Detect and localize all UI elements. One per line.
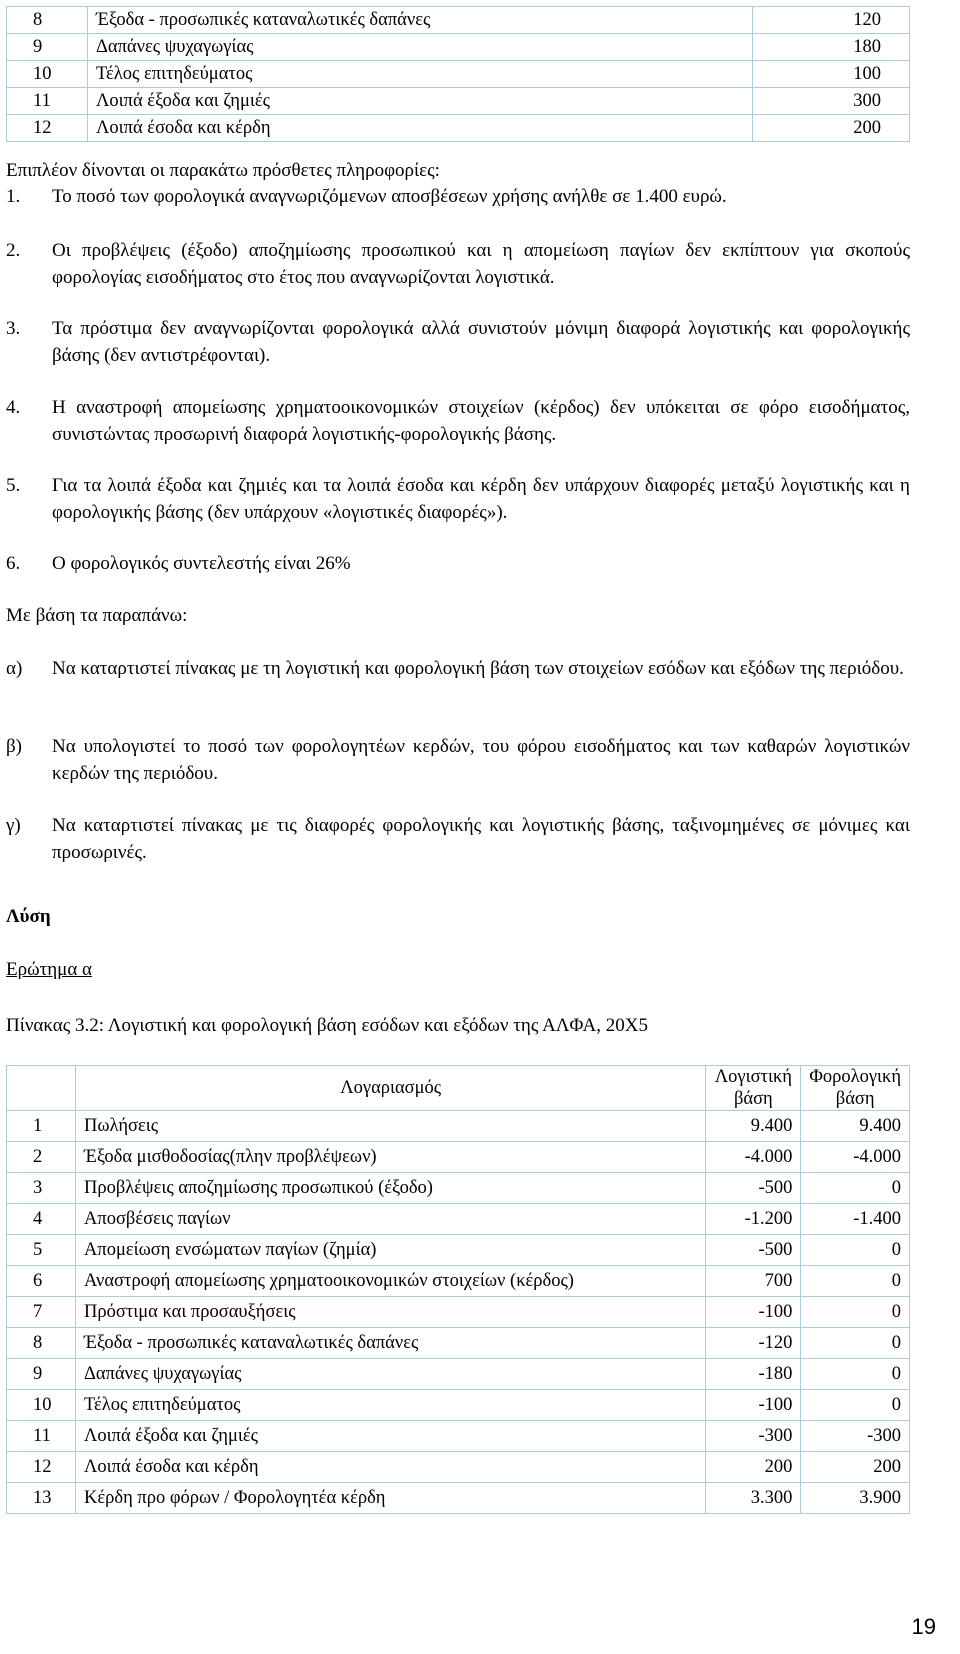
row-number: 10 — [7, 61, 88, 88]
item-marker: γ) — [6, 815, 21, 836]
table-row — [7, 1452, 910, 1483]
row-description: Προβλέψεις αποζημίωσης προσωπικού (έξοδο) — [76, 1173, 706, 1204]
table-row — [7, 1204, 910, 1235]
row-number: 3 — [7, 1173, 76, 1204]
row-description: Λοιπά έσοδα και κέρδη — [88, 115, 753, 142]
row-description: Έξοδα μισθοδοσίας(πλην προβλέψεων) — [76, 1142, 706, 1173]
table-row — [7, 1390, 910, 1421]
row-accounting-value: -300 — [706, 1421, 801, 1452]
row-description: Δαπάνες ψυχαγωγίας — [76, 1359, 706, 1390]
info-item — [6, 237, 910, 291]
table-row — [7, 1328, 910, 1359]
row-accounting-value: 3.300 — [706, 1483, 801, 1514]
table-header-row — [7, 1066, 910, 1111]
header-tax-line2: βάση — [835, 1089, 875, 1109]
accounting-tax-base-table — [6, 1065, 910, 1514]
row-value: 180 — [753, 34, 910, 61]
item-text: Να καταρτιστεί πίνακας με τη λογιστική και φορολογική βάση των στοιχείων εσόδων και εξόδων της περιόδου. — [52, 658, 904, 679]
header-index-cell — [7, 1066, 76, 1111]
row-accounting-value: 700 — [706, 1266, 801, 1297]
question-heading: Ερώτημα α — [6, 959, 93, 980]
row-description: Τέλος επιτηδεύματος — [88, 61, 753, 88]
table-caption: Πίνακας 3.2: Λογιστική και φορολογική βάση εσόδων και εξόδων της ΑΛΦΑ, 20Χ5 — [6, 1015, 648, 1036]
row-number: 8 — [7, 7, 88, 34]
page-number: 19 — [911, 1614, 936, 1639]
item-text: Η αναστροφή απομείωσης χρηματοοικονομικών στοιχείων (κέρδος) δεν υπόκειται σε φόρο εισοδήματος, συνιστώντας προσωρινή διαφορά λογιστικής-φορολογικής βάσης. — [52, 397, 910, 445]
question-item — [6, 655, 910, 682]
header-tax-line1: Φορολογική — [809, 1067, 901, 1087]
info-item — [6, 550, 910, 577]
row-tax-value: -4.000 — [801, 1142, 910, 1173]
table-row — [7, 61, 910, 88]
row-number: 8 — [7, 1328, 76, 1359]
row-number: 2 — [7, 1142, 76, 1173]
header-accounting-line2: βάση — [733, 1089, 773, 1109]
row-tax-value: 0 — [801, 1390, 910, 1421]
item-marker: β) — [6, 736, 22, 757]
row-tax-value: 200 — [801, 1452, 910, 1483]
table-row — [7, 1142, 910, 1173]
row-description: Αποσβέσεις παγίων — [76, 1204, 706, 1235]
table-row — [7, 1111, 910, 1142]
table-row — [7, 1297, 910, 1328]
intro-text: Επιπλέον δίνονται οι παρακάτω πρόσθετες πληροφορίες: — [6, 160, 440, 181]
info-item — [6, 472, 910, 526]
row-description: Δαπάνες ψυχαγωγίας — [88, 34, 753, 61]
item-marker: 1. — [6, 186, 21, 207]
row-accounting-value: -4.000 — [706, 1142, 801, 1173]
row-number: 9 — [7, 34, 88, 61]
item-marker: 3. — [6, 318, 21, 339]
table-row — [7, 34, 910, 61]
row-tax-value: -1.400 — [801, 1204, 910, 1235]
row-description: Έξοδα - προσωπικές καταναλωτικές δαπάνες — [76, 1328, 706, 1359]
row-tax-value: -300 — [801, 1421, 910, 1452]
row-number: 12 — [7, 115, 88, 142]
item-text: Να καταρτιστεί πίνακας με τις διαφορές φορολογικής και λογιστικής βάσης, ταξινομημένες σε μόνιμες και προσωρινές. — [52, 815, 910, 863]
item-marker: 6. — [6, 553, 21, 574]
item-text: Για τα λοιπά έξοδα και ζημιές και τα λοιπά έσοδα και κέρδη δεν υπάρχουν διαφορές μεταξύ λογιστικής και η φορολογικής βάσης (δεν υπάρχουν «λογιστικές διαφορές»). — [52, 475, 910, 523]
table-row — [7, 1421, 910, 1452]
item-marker: α) — [6, 658, 23, 679]
row-tax-value: 0 — [801, 1173, 910, 1204]
table-row — [7, 115, 910, 142]
row-tax-value: 0 — [801, 1328, 910, 1359]
row-number: 10 — [7, 1390, 76, 1421]
row-accounting-value: -120 — [706, 1328, 801, 1359]
item-marker: 4. — [6, 397, 21, 418]
row-value: 200 — [753, 115, 910, 142]
table-row — [7, 88, 910, 115]
row-description: Λοιπά έξοδα και ζημιές — [88, 88, 753, 115]
item-text: Οι προβλέψεις (έξοδο) αποζημίωσης προσωπικού και η απομείωση παγίων δεν εκπίπτουν για σκοπούς φορολογίας εισοδήματος στο έτος που αναγνωρίζονται λογιστικά. — [52, 240, 910, 288]
table-row — [7, 1266, 910, 1297]
row-value: 300 — [753, 88, 910, 115]
row-value: 120 — [753, 7, 910, 34]
row-accounting-value: 9.400 — [706, 1111, 801, 1142]
question-item — [6, 812, 910, 866]
row-number: 7 — [7, 1297, 76, 1328]
row-number: 13 — [7, 1483, 76, 1514]
info-item — [6, 315, 910, 369]
row-accounting-value: 200 — [706, 1452, 801, 1483]
table-row — [7, 1173, 910, 1204]
table-row — [7, 7, 910, 34]
header-accounting-base — [706, 1066, 801, 1111]
row-tax-value: 3.900 — [801, 1483, 910, 1514]
header-account: Λογαριασμός — [76, 1066, 706, 1111]
row-description: Απομείωση ενσώματων παγίων (ζημία) — [76, 1235, 706, 1266]
row-number: 1 — [7, 1111, 76, 1142]
row-description: Τέλος επιτηδεύματος — [76, 1390, 706, 1421]
row-description: Πρόστιμα και προσαυξήσεις — [76, 1297, 706, 1328]
info-item — [6, 183, 910, 210]
item-text: Το ποσό των φορολογικά αναγνωριζόμενων αποσβέσεων χρήσης ανήλθε σε 1.400 ευρώ. — [52, 186, 727, 207]
row-description: Πωλήσεις — [76, 1111, 706, 1142]
row-description: Λοιπά έξοδα και ζημιές — [76, 1421, 706, 1452]
item-marker: 2. — [6, 240, 21, 261]
row-tax-value: 9.400 — [801, 1111, 910, 1142]
row-number: 4 — [7, 1204, 76, 1235]
row-number: 9 — [7, 1359, 76, 1390]
item-text: Ο φορολογικός συντελεστής είναι 26% — [52, 553, 351, 574]
based-on-text: Με βάση τα παραπάνω: — [6, 605, 188, 626]
header-accounting-line1: Λογιστική — [714, 1067, 792, 1087]
row-accounting-value: -1.200 — [706, 1204, 801, 1235]
row-tax-value: 0 — [801, 1235, 910, 1266]
continuation-table — [6, 6, 910, 142]
row-accounting-value: -100 — [706, 1297, 801, 1328]
item-marker: 5. — [6, 475, 21, 496]
solution-heading: Λύση — [6, 906, 51, 927]
row-accounting-value: -180 — [706, 1359, 801, 1390]
table-row — [7, 1235, 910, 1266]
item-text: Τα πρόστιμα δεν αναγνωρίζονται φορολογικά αλλά συνιστούν μόνιμη διαφορά λογιστικής και φορολογικής βάσης (δεν αντιστρέφονται). — [52, 318, 910, 366]
row-number: 5 — [7, 1235, 76, 1266]
row-tax-value: 0 — [801, 1297, 910, 1328]
table-row — [7, 1359, 910, 1390]
row-description: Έξοδα - προσωπικές καταναλωτικές δαπάνες — [88, 7, 753, 34]
row-description: Κέρδη προ φόρων / Φορολογητέα κέρδη — [76, 1483, 706, 1514]
item-text: Να υπολογιστεί το ποσό των φορολογητέων κερδών, του φόρου εισοδήματος και των καθαρών λογιστικών κερδών της περιόδου. — [52, 736, 910, 784]
question-item — [6, 733, 910, 787]
table-row — [7, 1483, 910, 1514]
row-accounting-value: -500 — [706, 1173, 801, 1204]
row-accounting-value: -100 — [706, 1390, 801, 1421]
row-tax-value: 0 — [801, 1266, 910, 1297]
row-description: Λοιπά έσοδα και κέρδη — [76, 1452, 706, 1483]
row-number: 11 — [7, 88, 88, 115]
row-accounting-value: -500 — [706, 1235, 801, 1266]
row-number: 11 — [7, 1421, 76, 1452]
info-item — [6, 394, 910, 448]
row-tax-value: 0 — [801, 1359, 910, 1390]
row-number: 12 — [7, 1452, 76, 1483]
header-tax-base — [801, 1066, 910, 1111]
row-value: 100 — [753, 61, 910, 88]
row-number: 6 — [7, 1266, 76, 1297]
row-description: Αναστροφή απομείωσης χρηματοοικονομικών στοιχείων (κέρδος) — [76, 1266, 706, 1297]
